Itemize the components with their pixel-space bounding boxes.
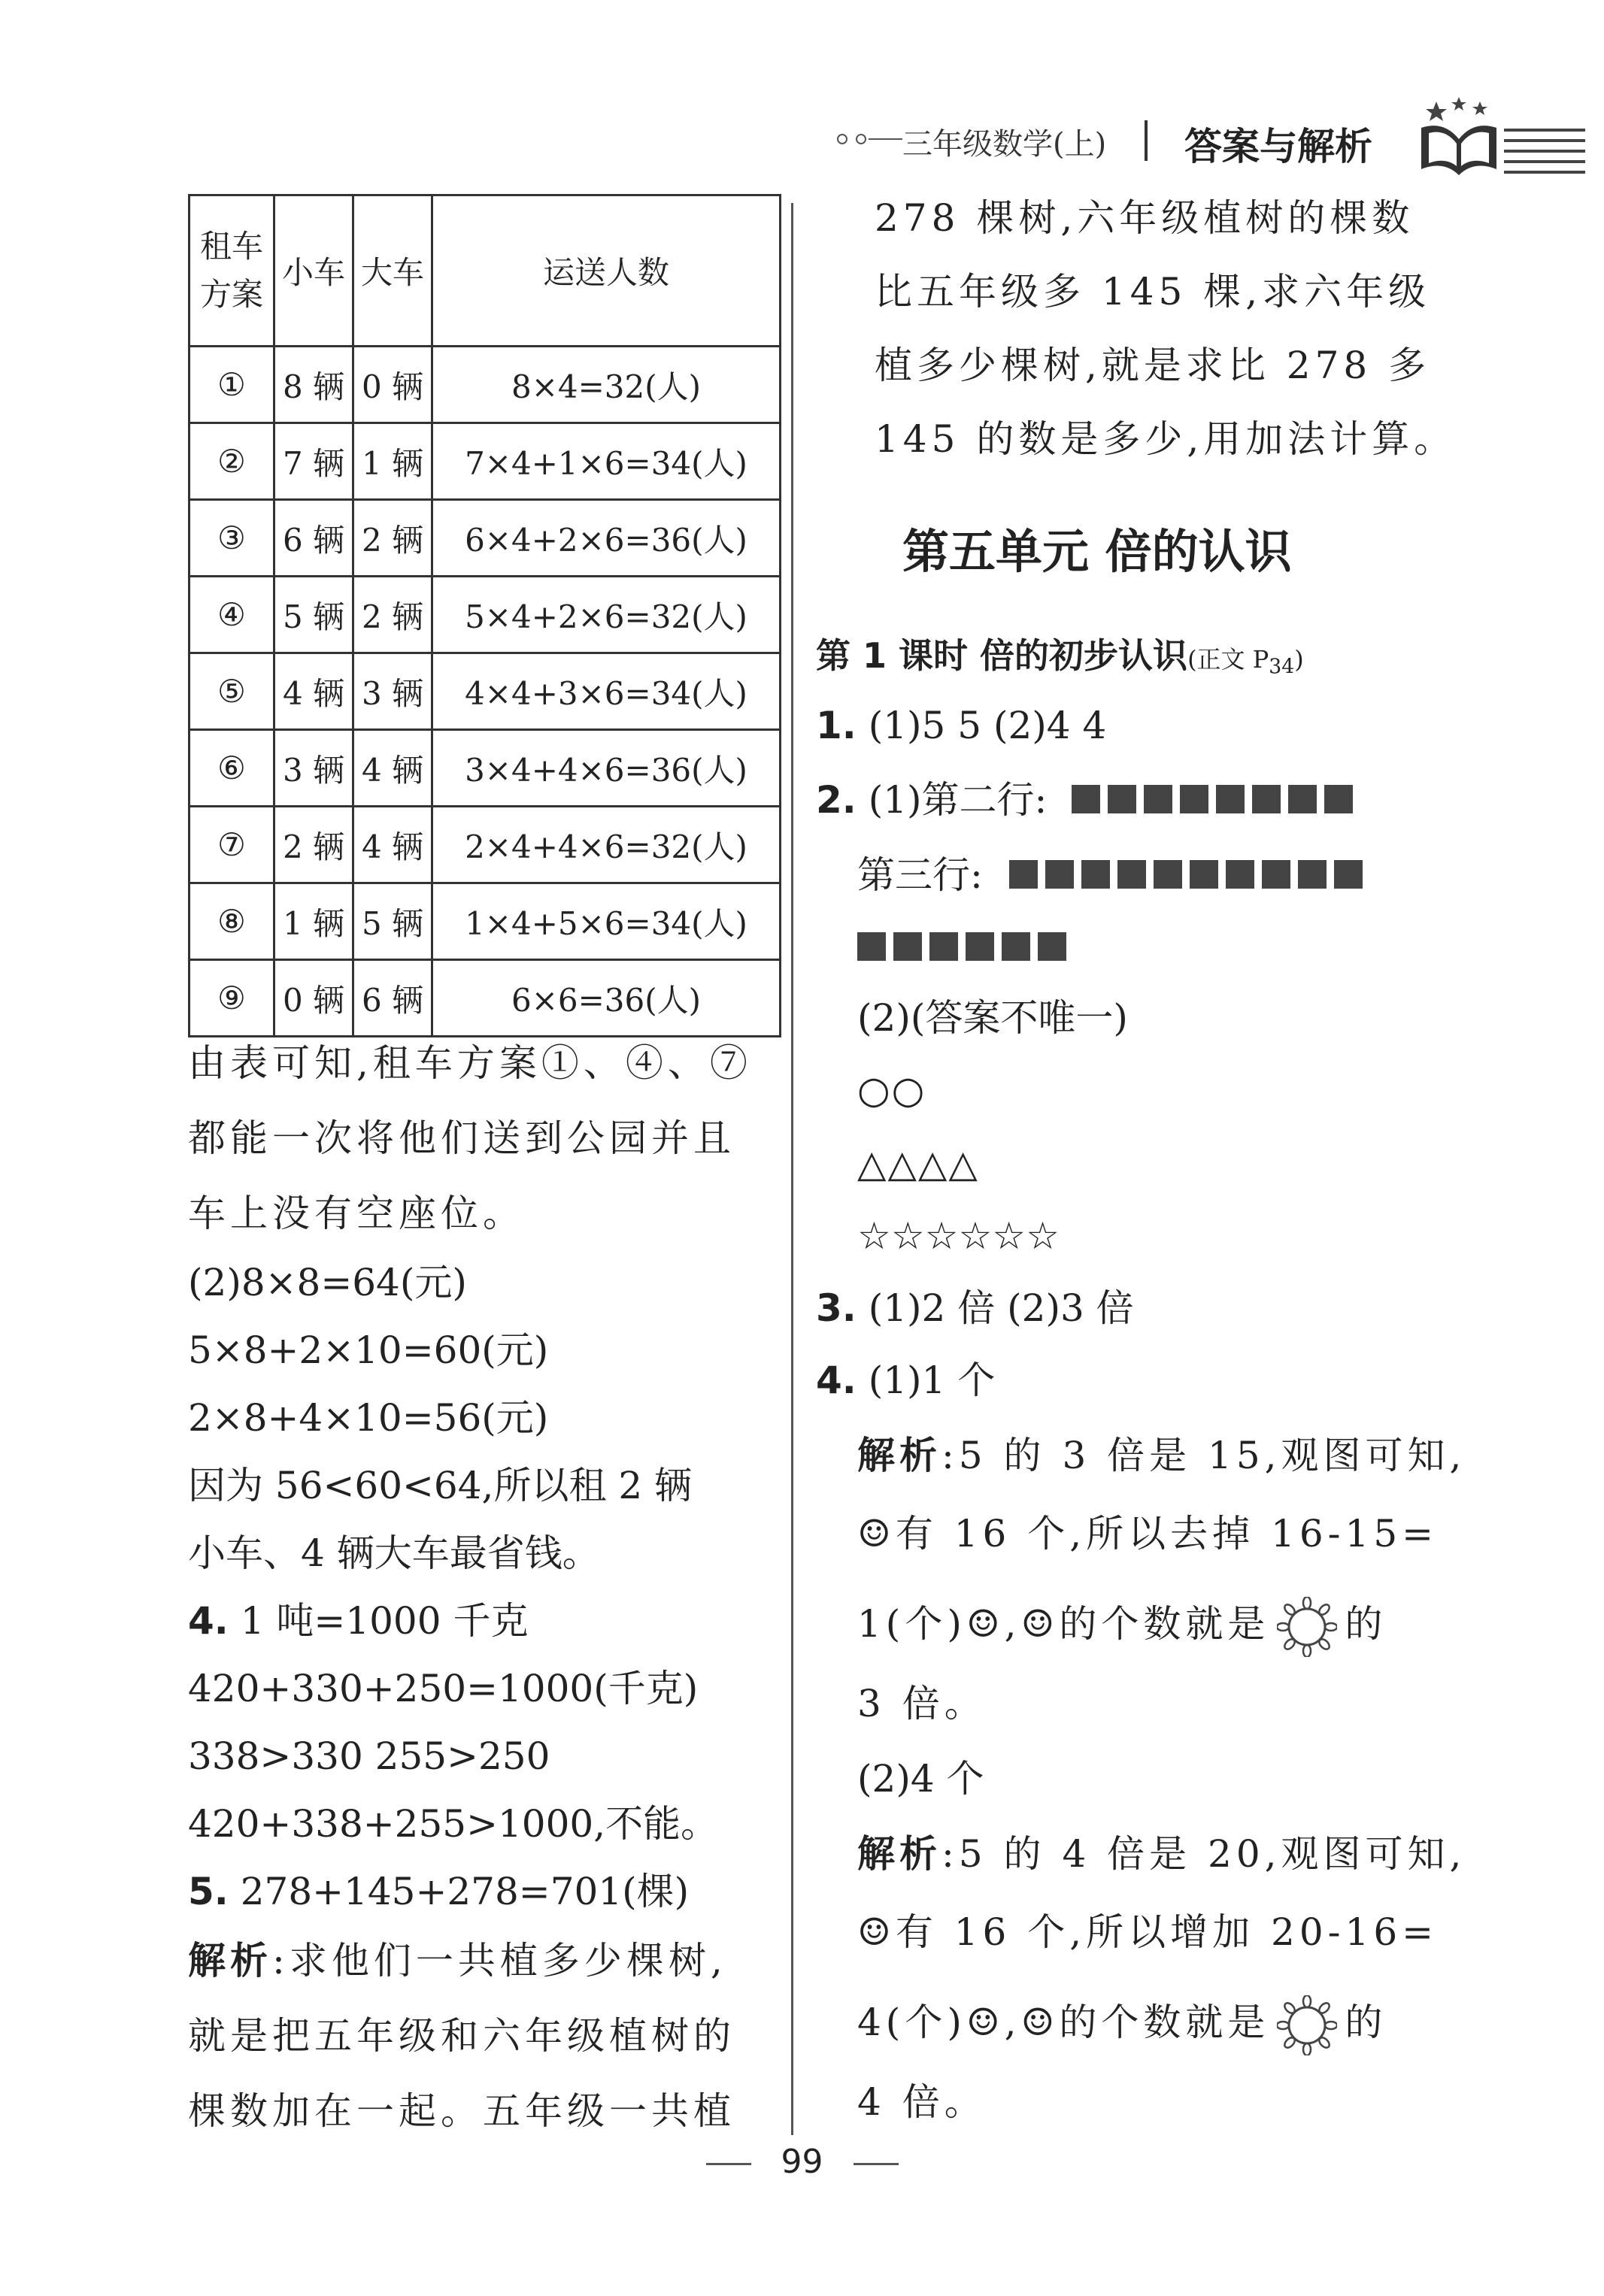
plan-id-cell: ⑦ xyxy=(190,807,274,883)
header-plan-cell xyxy=(190,195,274,347)
plan-id-cell: ④ xyxy=(190,577,274,653)
plan-id-cell: ⑥ xyxy=(190,730,274,807)
big-car-cell: 6 辆 xyxy=(353,960,432,1037)
table-row xyxy=(190,883,781,960)
big-car-cell: 1 辆 xyxy=(353,423,432,500)
q4-right-answer xyxy=(816,1358,995,1403)
square xyxy=(1009,860,1038,889)
people-cell: 3×4+4×6=36(人) xyxy=(432,730,781,807)
big-car-cell: 0 辆 xyxy=(353,347,432,423)
lesson-ref-text: (正文 P xyxy=(1187,645,1269,674)
q2-part2: (2)(答案不唯一) xyxy=(857,996,1128,1040)
q2-number: 2. xyxy=(816,778,857,822)
big-car-cell: 2 辆 xyxy=(353,500,432,577)
q2-triangles: △△△△ xyxy=(857,1142,979,1186)
big-car-cell: 5 辆 xyxy=(353,883,432,960)
part2-line-5: 小车、4 辆大车最省钱。 xyxy=(188,1531,600,1575)
analysis1-text-1: :5 的 3 倍是 15,观图可知, xyxy=(941,1434,1466,1477)
square xyxy=(857,932,886,961)
square xyxy=(1252,785,1281,813)
part2-line-2: 5×8+2×10=60(元) xyxy=(188,1328,549,1372)
table-row xyxy=(190,730,781,807)
big-car-cell: 2 辆 xyxy=(353,577,432,653)
conclusion-line-1: 由表可知,租车方案①、④、⑦ xyxy=(188,1041,752,1085)
q4-answer xyxy=(188,1598,528,1643)
square xyxy=(1045,860,1074,889)
square xyxy=(1334,860,1363,889)
q3-text: (1)2 倍 (2)3 倍 xyxy=(868,1286,1134,1330)
square xyxy=(929,932,958,961)
square xyxy=(1298,860,1327,889)
square xyxy=(1081,860,1110,889)
people-cell: 8×4=32(人) xyxy=(432,347,781,423)
header-subject: 三年级数学(上) xyxy=(902,127,1107,162)
small-car-cell: 2 辆 xyxy=(274,807,353,883)
square xyxy=(1038,932,1066,961)
q2-circles: ○○ xyxy=(857,1068,926,1112)
part2-line-4: 因为 56<60<64,所以租 2 辆 xyxy=(188,1464,693,1507)
analysis1-line-3 xyxy=(857,1597,1387,1657)
table-header-row xyxy=(190,195,781,347)
lesson-ref-sub: 34 xyxy=(1269,655,1295,679)
table-row xyxy=(190,500,781,577)
plan-id-cell: ② xyxy=(190,423,274,500)
people-cell: 6×6=36(人) xyxy=(432,960,781,1037)
small-car-cell: 8 辆 xyxy=(274,347,353,423)
q1-number: 1. xyxy=(816,704,857,747)
conclusion-line-2: 都能一次将他们送到公园并且 xyxy=(188,1116,735,1160)
square xyxy=(893,932,922,961)
lesson-title: 第 1 课时 倍的初步认识 xyxy=(816,635,1188,676)
q4-line-3: 420+338+255>1000,不能。 xyxy=(188,1802,719,1846)
column-divider xyxy=(791,203,793,2135)
table-row xyxy=(190,960,781,1037)
q1-answer xyxy=(816,703,1106,748)
square xyxy=(1180,785,1208,813)
q5-analysis-line-1 xyxy=(188,1938,727,1983)
analysis1-label: 解析 xyxy=(857,1434,941,1477)
table-row xyxy=(190,807,781,883)
small-car-cell: 4 辆 xyxy=(274,653,353,730)
people-cell: 6×4+2×6=36(人) xyxy=(432,500,781,577)
square xyxy=(1288,785,1317,813)
analysis2-line-2: ☺有 16 个,所以增加 20-16= xyxy=(857,1910,1439,1954)
q5-number: 5. xyxy=(188,1870,229,1913)
header-plan-line2: 方案 xyxy=(199,276,263,313)
small-car-cell: 3 辆 xyxy=(274,730,353,807)
square xyxy=(1108,785,1136,813)
q4-line-1: 420+330+250=1000(千克) xyxy=(188,1667,699,1710)
square xyxy=(1072,785,1100,813)
q2-row2 xyxy=(816,777,1047,822)
square xyxy=(966,932,994,961)
q3-answer xyxy=(816,1286,1134,1331)
header-big-cell: 大车 xyxy=(353,195,432,347)
q5-answer xyxy=(188,1869,689,1914)
square xyxy=(1226,860,1254,889)
small-car-cell: 7 辆 xyxy=(274,423,353,500)
q2-row2-squares xyxy=(1072,785,1353,813)
q5-analysis-text-1: :求他们一共植多少棵树, xyxy=(272,1939,727,1982)
continued-line-4: 145 的数是多少,用加法计算。 xyxy=(875,417,1457,461)
page-number xyxy=(0,2143,1604,2181)
plan-id-cell: ⑧ xyxy=(190,883,274,960)
big-car-cell: 4 辆 xyxy=(353,730,432,807)
analysis2-text-1: :5 的 4 倍是 20,观图可知, xyxy=(941,1832,1466,1876)
q1-text: (1)5 5 (2)4 4 xyxy=(868,704,1107,747)
people-cell: 1×4+5×6=34(人) xyxy=(432,883,781,960)
header-plan-line1: 租车 xyxy=(199,228,263,265)
header-separator xyxy=(1145,120,1148,161)
header-title: 答案与解析 xyxy=(1184,125,1372,168)
q2-stars: ☆☆☆☆☆☆ xyxy=(857,1214,1060,1258)
small-car-cell: 1 辆 xyxy=(274,883,353,960)
section-title: 第五单元 倍的认识 xyxy=(902,524,1292,579)
page-number-text: 99 xyxy=(781,2143,823,2181)
square xyxy=(1002,932,1030,961)
q5-analysis-label: 解析 xyxy=(188,1939,272,1982)
analysis2-text-3a: 4(个)☺,☺的个数就是 xyxy=(857,2001,1270,2044)
conclusion-line-3: 车上没有空座位。 xyxy=(188,1192,525,1235)
analysis2-line-1 xyxy=(857,1831,1466,1876)
square xyxy=(1144,785,1172,813)
table-row xyxy=(190,347,781,423)
q4-text: 1 吨=1000 千克 xyxy=(240,1599,529,1643)
analysis1-text-3a: 1(个)☺,☺的个数就是 xyxy=(857,1602,1270,1646)
analysis1-line-2: ☺有 16 个,所以去掉 16-15= xyxy=(857,1512,1439,1555)
table-row xyxy=(190,653,781,730)
q5-analysis-line-2: 就是把五年级和六年级植树的 xyxy=(188,2014,735,2058)
q4-right-part2: (2)4 个 xyxy=(857,1757,984,1801)
continued-line-3: 植多少棵树,就是求比 278 多 xyxy=(875,344,1431,387)
q2-row3-squares-a xyxy=(1009,860,1363,889)
continued-line-2: 比五年级多 145 棵,求六年级 xyxy=(875,270,1431,314)
book-logo-icon xyxy=(1414,94,1587,177)
analysis1-text-3b: 的 xyxy=(1345,1602,1387,1646)
square xyxy=(1117,860,1146,889)
people-cell: 7×4+1×6=34(人) xyxy=(432,423,781,500)
q4-right-number: 4. xyxy=(816,1359,857,1402)
people-cell: 5×4+2×6=32(人) xyxy=(432,577,781,653)
analysis2-label: 解析 xyxy=(857,1832,941,1876)
part2-line-1: (2)8×8=64(元) xyxy=(188,1261,467,1304)
table-row xyxy=(190,577,781,653)
rental-plan-table xyxy=(188,194,781,1037)
sunflower-icon xyxy=(1277,1995,1337,2055)
plan-id-cell: ⑨ xyxy=(190,960,274,1037)
q4-line-2: 338>330 255>250 xyxy=(188,1734,550,1778)
plan-id-cell: ③ xyxy=(190,500,274,577)
big-car-cell: 4 辆 xyxy=(353,807,432,883)
sunflower-icon xyxy=(1277,1597,1337,1657)
analysis2-line-3 xyxy=(857,1995,1387,2055)
header-people-cell: 运送人数 xyxy=(432,195,781,347)
q5-text: 278+145+278=701(棵) xyxy=(240,1870,690,1913)
analysis1-line-4: 3 倍。 xyxy=(857,1682,987,1725)
square xyxy=(1262,860,1290,889)
small-car-cell: 6 辆 xyxy=(274,500,353,577)
q4-number: 4. xyxy=(188,1599,229,1643)
q2-row3-label: 第三行: xyxy=(857,853,983,897)
table-row xyxy=(190,423,781,500)
analysis1-line-1 xyxy=(857,1433,1466,1478)
q4-right-text: (1)1 个 xyxy=(868,1359,996,1402)
square xyxy=(1216,785,1245,813)
people-cell: 2×4+4×6=32(人) xyxy=(432,807,781,883)
continued-line-1: 278 棵树,六年级植树的棵数 xyxy=(875,196,1414,240)
small-car-cell: 5 辆 xyxy=(274,577,353,653)
square xyxy=(1154,860,1182,889)
q3-number: 3. xyxy=(816,1286,857,1330)
square xyxy=(1324,785,1353,813)
analysis2-text-3b: 的 xyxy=(1345,2001,1387,2044)
lesson-ref-end: ) xyxy=(1294,645,1304,674)
plan-id-cell: ① xyxy=(190,347,274,423)
analysis2-line-4: 4 倍。 xyxy=(857,2080,987,2124)
q2-row2-label: (1)第二行: xyxy=(868,778,1048,822)
part2-line-3: 2×8+4×10=56(元) xyxy=(188,1396,549,1440)
plan-id-cell: ⑤ xyxy=(190,653,274,730)
big-car-cell: 3 辆 xyxy=(353,653,432,730)
small-car-cell: 0 辆 xyxy=(274,960,353,1037)
lesson-title-line xyxy=(816,629,1304,678)
header-small-cell: 小车 xyxy=(274,195,353,347)
q2-row3-squares-b xyxy=(857,932,1066,961)
lesson-page-ref xyxy=(1187,645,1304,679)
people-cell: 4×4+3×6=34(人) xyxy=(432,653,781,730)
square xyxy=(1190,860,1218,889)
header-dots-decoration xyxy=(835,128,902,150)
q5-analysis-line-3: 棵数加在一起。五年级一共植 xyxy=(188,2089,735,2133)
